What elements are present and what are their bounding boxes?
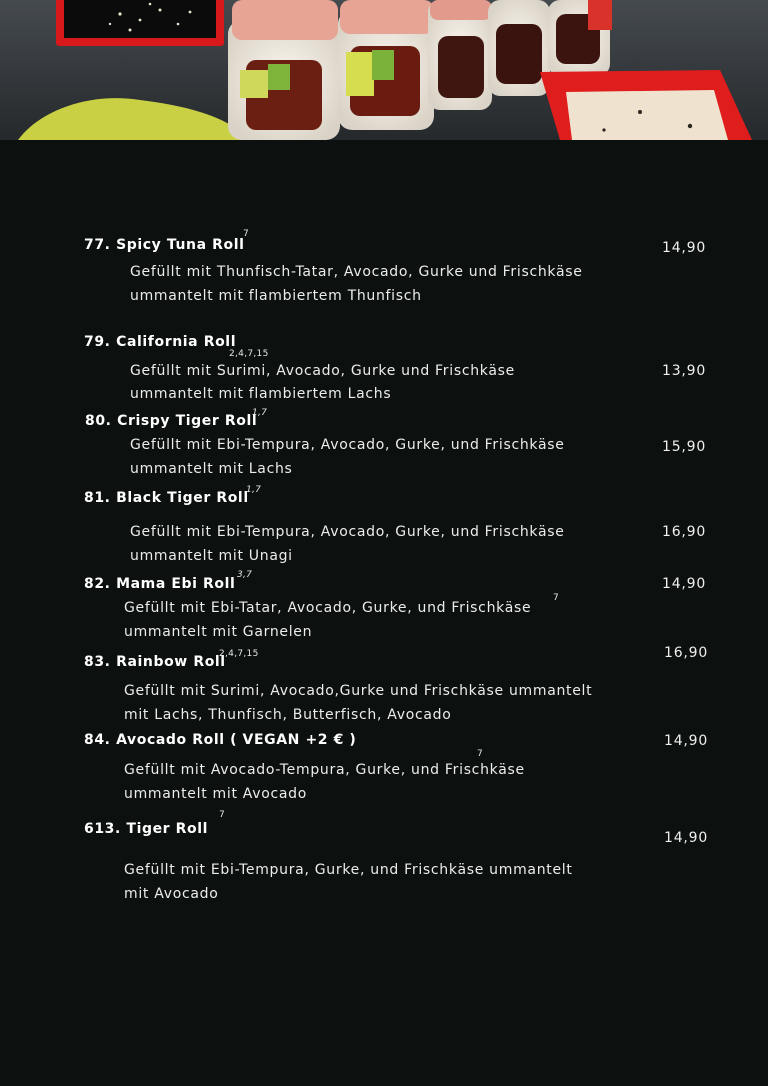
- dish-price: 15,90: [662, 439, 707, 455]
- dish-description: mit Avocado: [124, 886, 219, 902]
- allergen-note: 7: [243, 229, 250, 239]
- dish-price: 14,90: [664, 733, 709, 749]
- dish-price: 14,90: [664, 830, 709, 846]
- allergen-note: 7: [477, 749, 484, 759]
- dish-description: ummantelt mit flambiertem Thunfisch: [130, 288, 422, 304]
- allergen-note: 7: [553, 593, 560, 603]
- allergen-note: 3,7: [237, 570, 253, 580]
- dish-description: Gefüllt mit Thunfisch-Tatar, Avocado, Gurke und Frischkäse: [130, 264, 583, 280]
- dish-price: 14,90: [662, 576, 707, 592]
- dish-name: 81. Black Tiger Roll: [84, 490, 249, 506]
- allergen-note: 1,7: [252, 408, 268, 418]
- dish-description: ummantelt mit Garnelen: [124, 624, 313, 640]
- dish-description: ummantelt mit flambiertem Lachs: [130, 386, 392, 402]
- dish-name: 82. Mama Ebi Roll: [84, 576, 236, 592]
- dish-name: 613. Tiger Roll: [84, 821, 209, 837]
- dish-name: 79. California Roll: [84, 334, 237, 350]
- dish-description: ummantelt mit Unagi: [130, 548, 293, 564]
- dish-description: Gefüllt mit Ebi-Tempura, Avocado, Gurke, und Frischkäse: [130, 524, 565, 540]
- dish-description: Gefüllt mit Ebi-Tatar, Avocado, Gurke, und Frischkäse: [124, 600, 532, 616]
- dish-description: Gefüllt mit Avocado-Tempura, Gurke, und Frischkäse: [124, 762, 525, 778]
- allergen-note: 7: [219, 810, 226, 820]
- dish-description: Gefüllt mit Ebi-Tempura, Avocado, Gurke, und Frischkäse: [130, 437, 565, 453]
- dish-description: Gefüllt mit Surimi, Avocado,Gurke und Frischkäse ummantelt: [124, 683, 593, 699]
- dish-price: 16,90: [662, 524, 707, 540]
- dish-description: ummantelt mit Lachs: [130, 461, 293, 477]
- dish-name: 84. Avocado Roll ( VEGAN +2 € ): [84, 732, 357, 748]
- allergen-note: 2,4,7,15: [229, 349, 269, 359]
- dish-name: 83. Rainbow Roll: [84, 654, 226, 670]
- dish-description: mit Lachs, Thunfisch, Butterfisch, Avocado: [124, 707, 452, 723]
- dish-price: 16,90: [664, 645, 709, 661]
- allergen-note: 2,4,7,15: [219, 649, 259, 659]
- dish-description: Gefüllt mit Ebi-Tempura, Gurke, und Frischkäse ummantelt: [124, 862, 573, 878]
- dish-description: ummantelt mit Avocado: [124, 786, 308, 802]
- dish-name: 77. Spicy Tuna Roll: [84, 237, 245, 253]
- dish-description: Gefüllt mit Surimi, Avocado, Gurke und Frischkäse: [130, 363, 515, 379]
- dish-price: 13,90: [662, 363, 707, 379]
- dish-price: 14,90: [662, 240, 707, 256]
- dish-name: 80. Crispy Tiger Roll: [85, 413, 258, 429]
- allergen-note: 1,7: [246, 485, 262, 495]
